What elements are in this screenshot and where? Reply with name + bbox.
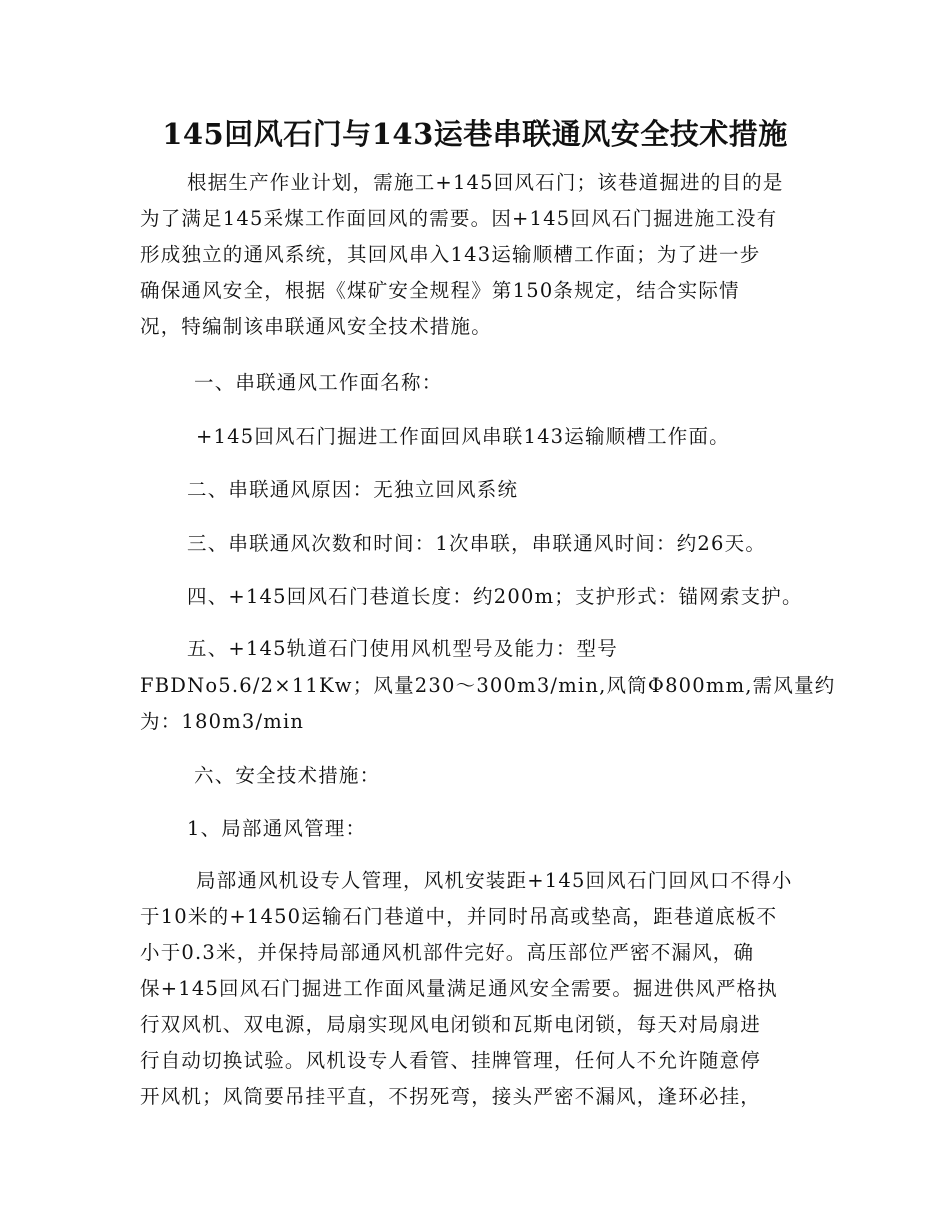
paragraph-line-4: 保+145回风石门掘进工作面风量满足通风安全需要。掘进供风严格执	[140, 977, 778, 1000]
intro-line-5: 况，特编制该串联通风安全技术措施。	[140, 315, 492, 338]
intro-line-1: 根据生产作业计划，需施工+145回风石门；该巷道掘进的目的是	[187, 171, 784, 194]
intro-line-2: 为了满足145采煤工作面回风的需要。因+145回风石门掘进施工没有	[140, 207, 778, 230]
section-6-heading: 六、安全技术措施：	[194, 764, 381, 787]
section-4-heading: 四、+145回风石门巷道长度：约200m；支护形式：锚网索支护。	[187, 585, 803, 608]
intro-line-4: 确保通风安全，根据《煤矿安全规程》第150条规定，结合实际情	[140, 279, 740, 302]
section-5-line-1: 五、+145轨道石门使用风机型号及能力：型号	[187, 637, 618, 660]
paragraph-line-2: 于10米的+1450运输石门巷道中，并同时吊高或垫高，距巷道底板不	[140, 905, 778, 928]
section-5-line-2: FBDNo5.6/2×11Kw；风量230～300m3/min,风筒Φ800mm,需风量约	[140, 674, 836, 697]
subsection-1-heading: 1、局部通风管理：	[187, 817, 367, 840]
section-1-heading: 一、串联通风工作面名称：	[194, 371, 443, 394]
section-1-content: +145回风石门掘进工作面回风串联143运输顺槽工作面。	[196, 425, 730, 448]
paragraph-line-5: 行双风机、双电源，局扇实现风电闭锁和瓦斯电闭锁，每天对局扇进	[140, 1013, 762, 1036]
paragraph-line-3: 小于0.3米，并保持局部通风机部件完好。高压部位严密不漏风，确	[140, 941, 755, 964]
section-5-line-3: 为：180m3/min	[140, 710, 305, 733]
paragraph-line-1: 局部通风机设专人管理，风机安装距+145回风石门回风口不得小	[196, 869, 793, 892]
section-3-heading: 三、串联通风次数和时间：1次串联，串联通风时间：约26天。	[187, 532, 767, 555]
intro-line-3: 形成独立的通风系统，其回风串入143运输顺槽工作面；为了进一步	[140, 243, 761, 266]
document-title: 145回风石门与143运巷串联通风安全技术措施	[162, 117, 788, 151]
paragraph-line-7: 开风机；风筒要吊挂平直，不拐死弯，接头严密不漏风，逢环必挂，	[140, 1085, 762, 1108]
section-2-heading: 二、串联通风原因：无独立回风系统	[187, 478, 519, 501]
paragraph-line-6: 行自动切换试验。风机设专人看管、挂牌管理，任何人不允许随意停	[140, 1049, 762, 1072]
